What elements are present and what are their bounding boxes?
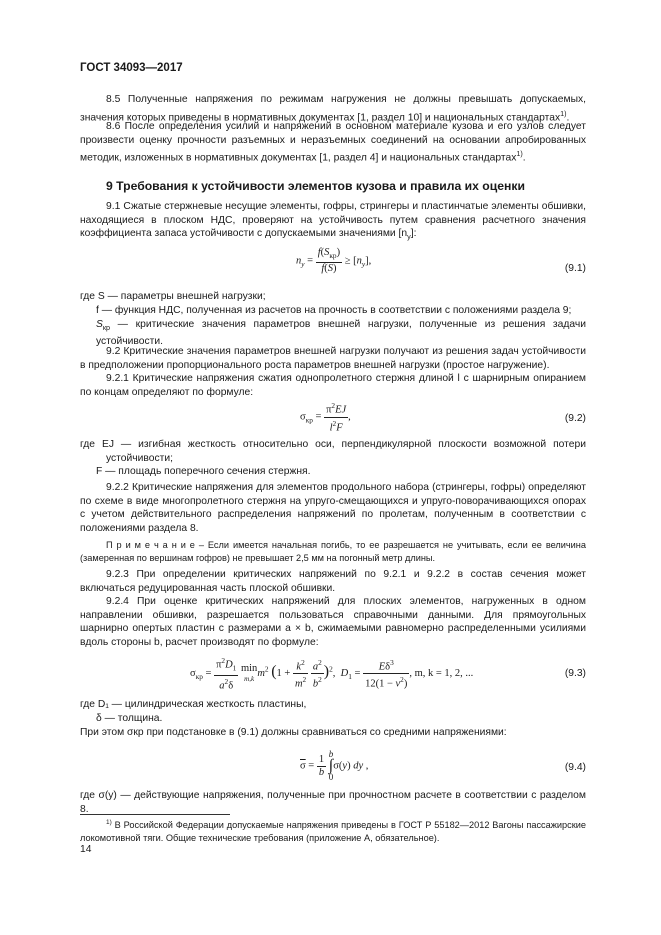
paragraph-substitute: При этом σкр при подстановке в (9.1) должны сравниваться со средними напряжениями: [80, 727, 507, 738]
page-header: ГОСТ 34093—2017 [80, 62, 183, 74]
section-heading: 9 Требования к устойчивости элементов кузова и правила их оценки [106, 179, 525, 193]
paragraph-9-1-text: 9.1 Сжатые стержневые несущие элементы, гофры, стрингеры и пластинчатые элементы обшивки, находящиеся в плоском НДС, проверяют на устойчивость путем сравнения расчетного значения коэффициента запаса устойчивости с допускаемыми значениями [n [80, 201, 586, 240]
paragraph-9-2-1: 9.2.1 Критические напряжения сжатия однопролетного стержня длиной l с шарнирным опиранием по концам определяют по формуле: [80, 373, 586, 398]
paragraph-9-2-3: 9.2.3 При определении критических напряжений по 9.2.1 и 9.2.2 в состав сечения может включаться редуцированная часть плоской обшивки. [80, 569, 586, 594]
paragraph-8-5-text: 8.5 Полученные напряжения по режимам нагружения не должны превышать допускаемых, значения которых приведены в нормативных документах [1, раздел 10] и национальных стандартах [80, 94, 586, 124]
note: П р и м е ч а н и е – Если имеется начальная погибь, то ее разрешается не учитывать, если ее величина (замеренная по вершинам гофров) не превышает 2,5 мм на погонный метр длины. [80, 540, 586, 563]
equation-9-1: $n_y$ = $\frac{f(S_{кр})}{f(S)}$ ≥ $[n_y]$, [296, 247, 372, 275]
where-S: где S — параметры внешней нагрузки; [80, 291, 266, 302]
footnote-divider [80, 814, 230, 815]
paragraph-9-1-end: ]: [410, 228, 417, 240]
where-Skr [80, 318, 586, 348]
where-sigma: где σ(y) — действующие напряжения, полученные при прочностном расчете в соответствии с разделом 8. [80, 790, 586, 815]
paragraph-9-2: 9.2 Критические значения параметров внешней нагрузки получают из решения задач устойчивости в предположении пропорционального роста параметров внешней нагрузки (простое нагружение). [80, 346, 586, 371]
footnote-text: В Российской Федерации допускаемые напряжения приведены в ГОСТ Р 55182—2012 Вагоны пассажирские локомотивной тяги. Общие технические требования (приложение А, обязательное). [80, 820, 586, 843]
equation-9-3-tail: , m, k = 1, 2, ... [409, 667, 474, 679]
equation-number: (9.4) [564, 762, 586, 773]
equation-9-2: $\sigma_{кр}$ = $\frac{\pi^2EJ}{l^2F}$ , [300, 401, 351, 433]
footnote [80, 817, 586, 844]
where-EJ: где EJ — изгибная жесткость относительно оси, перпендикулярной плоскости возможной потери устойчивости; [80, 439, 586, 464]
where-D1: где D₁ — цилиндрическая жесткость пластины, [80, 699, 307, 710]
where-delta: δ — толщина. [96, 713, 163, 724]
paragraph-8-6 [80, 120, 586, 165]
equation-9-4: $\overline{\sigma}$ = $\frac{1}{b}$ b ∫ 0σ(y) dy , [300, 749, 369, 782]
paragraph-9-2-4: 9.2.4 При оценке критических напряжений для плоских элементов, нагруженных в одном направлении обшивки, разрешается пользоваться справочными данными. Для прямоугольных шарнирно опертых пластин с размерами a × b, сжимаемыми равномерно распределенными усилиями вдоль стороны b, расчет производят по формуле: [80, 596, 586, 648]
paragraph-8-5-end: . [566, 112, 570, 124]
paragraph-9-2-2: 9.2.2 Критические напряжения для элементов продольного набора (стрингеры, гофры) определяют по схеме в виде многопролетного стержня на упруго-смещающихся и упруго-поворачивающихся опорах с учетом действительного распределения напряжений по пролетам, полученным в соответствии с положениями раздела 8. [80, 482, 586, 534]
where-F: F — площадь поперечного сечения стержня. [96, 466, 311, 477]
equation-number: (9.3) [564, 668, 586, 679]
equation-9-3: $\sigma_{кр}$ = $\frac{\pi^2D_1}{a^2\delta}$ min m,k $m^2$ (1 + $\frac{k^2}{m^2}$ $\frac{a^2}{b^2}$ )$^2$, $D_1$ = $\frac{E\delta^3}{12(1 - v^2)}$ , m, k = 1, 2, ... [190, 656, 474, 692]
equation-number: (9.2) [564, 413, 586, 424]
page-number: 14 [80, 844, 92, 855]
paragraph-8-6-end: . [522, 152, 526, 164]
paragraph-9-1 [80, 200, 586, 244]
footnote-ref: 1) [516, 149, 523, 159]
where-Skr-text: — критические значения параметров внешней нагрузки, полученные из решения задачи устойчивости. [96, 319, 586, 347]
Skr-symbol: $S_{кр}$ [96, 319, 111, 333]
equation-number: (9.1) [564, 263, 586, 274]
where-f: f — функция НДС, полученная из расчетов на прочность в соответствии с положениями раздела 9; [96, 305, 572, 316]
footnote-mark: 1) [106, 819, 112, 826]
paragraph-8-6-text: 8.6 После определения усилий и напряжений в основном материале кузова и его узлов следует произвести оценку прочности разъемных и неразъемных соединений на основании апробированных методик, изложенных в нормативных документах [1, раздел 4] и национальных стандартах [80, 121, 586, 164]
subscript: y [407, 232, 411, 242]
footnote-ref: 1) [560, 108, 567, 118]
